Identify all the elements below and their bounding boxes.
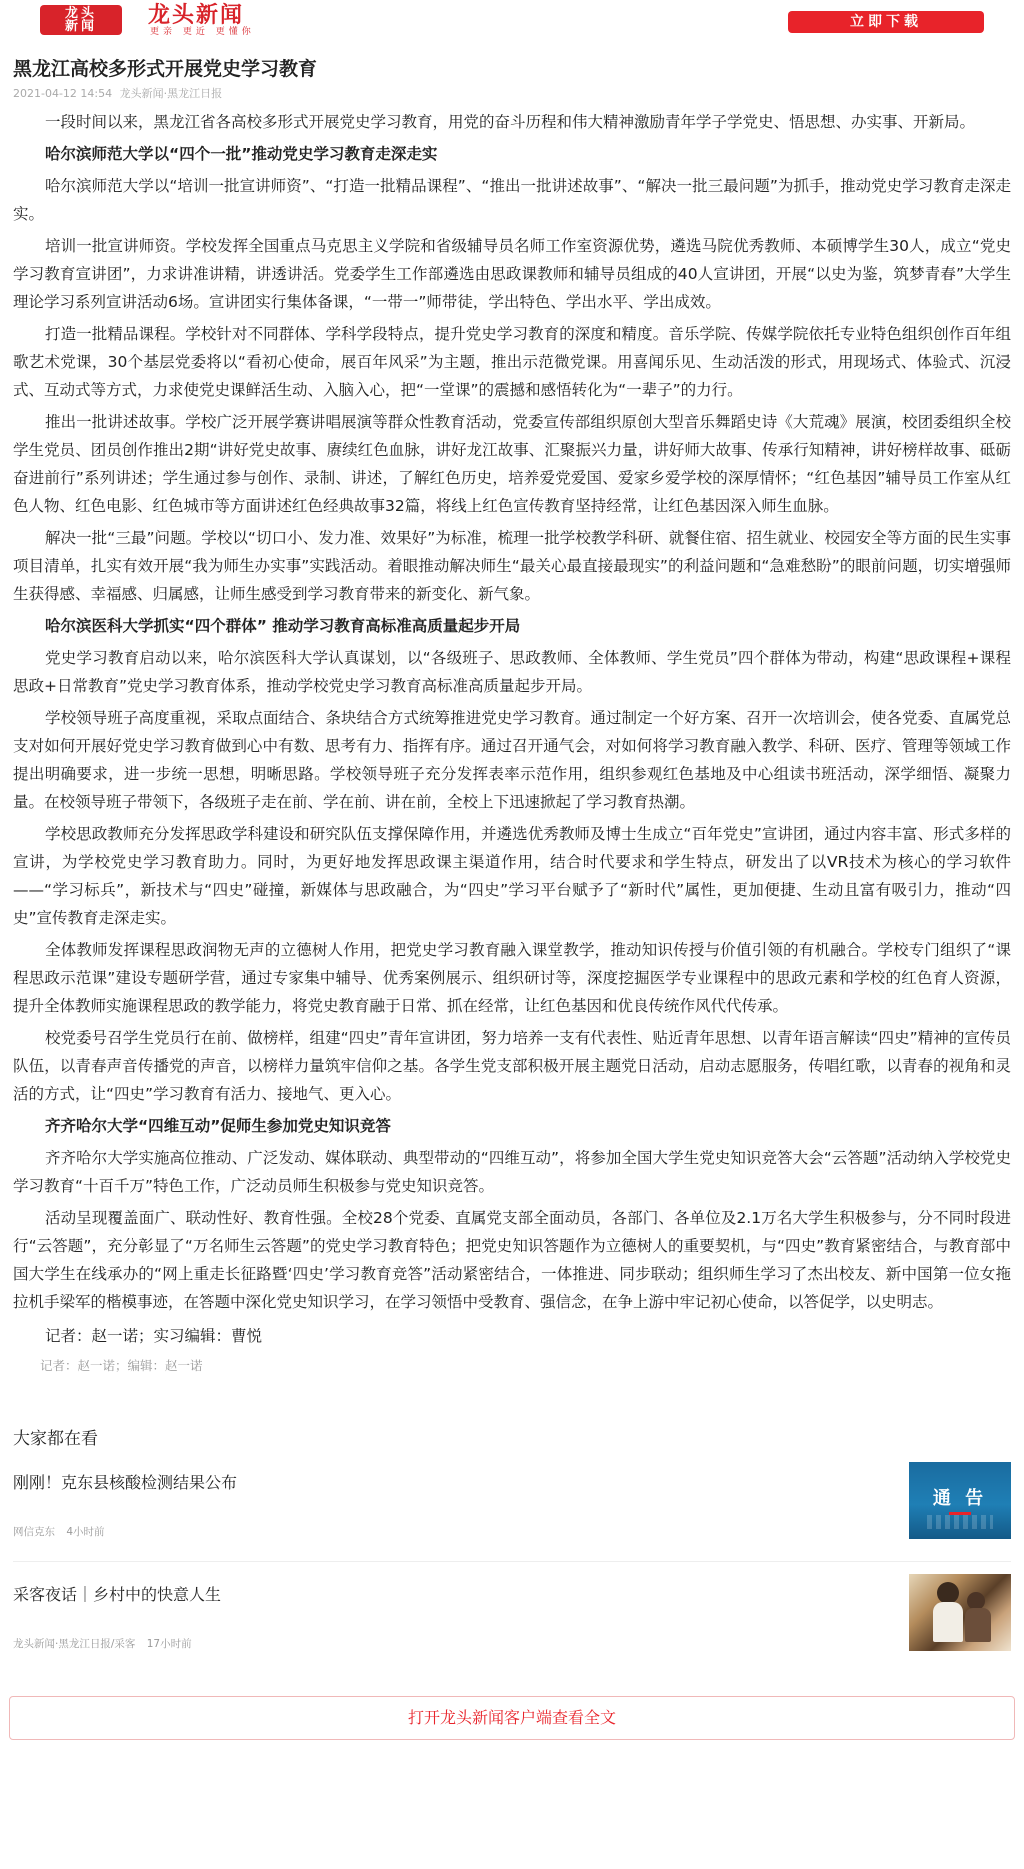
article-date: 2021-04-12 14:54 — [13, 87, 113, 100]
related-card-meta — [13, 1636, 192, 1651]
related-card-title[interactable]: 刚刚！克东县核酸检测结果公布 — [13, 1473, 238, 1492]
photo-figure — [933, 1602, 963, 1642]
article-paragraph: 推出一批讲述故事。学校广泛开展学赛讲唱展演等群众性教育活动，党委宣传部组织原创大型音乐舞蹈史诗《大荒魂》展演，校团委组织全校学生党员、团员创作推出2期“讲好党史故事、赓续红色血脉，讲好龙江故事、汇聚振兴力量，讲好师大故事、传承行知精神，讲好榜样故事、砥砺奋进前行”系列讲述；学生通过参与创作、录制、讲述，了解红色历史，培养爱党爱国、爱家乡爱学校的深厚情怀；“红色基因”辅导员工作室从红色人物、红色电影、红色城市等方面讲述红色经典故事32篇，将线上红色宣传教育坚持经常，让红色基因深入师生血脉。 — [13, 413, 1011, 515]
related-card[interactable] — [13, 1450, 1011, 1561]
article-paragraph: 学校领导班子高度重视，采取点面结合、条块结合方式统筹推进党史学习教育。通过制定一个好方案、召开一次培训会，使各党委、直属党总支对如何开展好党史学习教育做到心中有数、思考有力、指挥有序。通过召开通气会，对如何将学习教育融入教学、科研、医疗、管理等领域工作提出明确要求，进一步统一思想，明晰思路。学校领导班子充分发挥表率示范作用，组织参观红色基地及中心组读书班活动，深学细悟、凝聚力量。在校领导班子带领下，各级班子走在前、学在前、讲在前，全校上下迅速掀起了学习教育热潮。 — [13, 709, 1011, 811]
related-card-source: 龙头新闻·黑龙江日报/采客 — [13, 1638, 136, 1650]
article-editors: 记者：赵一诺；编辑：赵一诺 — [40, 1358, 203, 1373]
brand-name: 龙头新闻 — [148, 2, 245, 28]
notice-thumbnail-label: 通 告 — [932, 1488, 988, 1509]
article-reporter: 记者：赵一诺；实习编辑：曹悦 — [45, 1327, 263, 1345]
section-heading: 哈尔滨师范大学以“四个一批”推动党史学习教育走深走实 — [45, 145, 438, 163]
photo-thumbnail[interactable] — [909, 1574, 1011, 1651]
article-paragraph: 学校思政教师充分发挥思政学科建设和研究队伍支撑保障作用，并遴选优秀教师及博士生成立“百年党史”宣讲团，通过内容丰富、形式多样的宣讲，为学校党史学习教育助力。同时，为更好地发挥思政课主渠道作用，结合时代要求和学生特点，研发出了以VR技术为核心的学习软件——“学习标兵”，新技术与“四史”碰撞，新媒体与思政融合，为“四史”学习平台赋予了“新时代”属性，更加便捷、生动且富有吸引力，推动“四史”宣传教育走深走实。 — [13, 825, 1011, 927]
related-card-meta — [13, 1524, 105, 1539]
article-source: 龙头新闻·黑龙江日报 — [119, 87, 223, 100]
section-heading: 齐齐哈尔大学“四维互动”促师生参加党史知识竞答 — [45, 1117, 391, 1135]
brand — [148, 3, 255, 37]
article-paragraph: 哈尔滨师范大学以“培训一批宣讲师资”、“打造一批精品课程”、“推出一批讲述故事”、“解决一批三最问题”为抓手，推动党史学习教育走深走实。 — [13, 177, 1011, 223]
app-logo[interactable] — [40, 5, 122, 35]
brand-slogan: 更亲 更近 更懂你 — [150, 27, 255, 37]
section-heading: 哈尔滨医科大学抓实“四个群体” 推动学习教育高标准高质量起步开局 — [45, 617, 521, 635]
related-section-title: 大家都在看 — [13, 1429, 98, 1449]
related-card[interactable] — [13, 1561, 1011, 1672]
related-card-title[interactable]: 采客夜话｜乡村中的快意人生 — [13, 1585, 222, 1604]
article-paragraph: 党史学习教育启动以来，哈尔滨医科大学认真谋划，以“各级班子、思政教师、全体教师、学生党员”四个群体为带动，构建“思政课程+课程思政+日常教育”党史学习教育体系，推动学校党史学习教育高标准高质量起步开局。 — [13, 649, 1011, 695]
article-title: 黑龙江高校多形式开展党史学习教育 — [13, 58, 318, 80]
download-button[interactable]: 立即下载 — [788, 11, 984, 33]
article-paragraph: 齐齐哈尔大学实施高位推动、广泛发动、媒体联动、典型带动的“四维互动”，将参加全国大学生党史知识竞答大会“云答题”活动纳入学校党史学习教育“十百千万”特色工作，广泛动员师生积极参与党史知识竞答。 — [13, 1149, 1011, 1195]
logo-line-2: 新闻 — [64, 19, 97, 34]
article-paragraph: 校党委号召学生党员行在前、做榜样，组建“四史”青年宣讲团，努力培养一支有代表性、贴近青年思想、以青年语言解读“四史”精神的宣传员队伍，以青春声音传播党的声音，以榜样力量筑牢信仰之基。各学生党支部积极开展主题党日活动，启动志愿服务，传唱红歌，以青春的视角和灵活的方式，让“四史”学习教育有活力、接地气、更入心。 — [13, 1029, 1011, 1103]
article-paragraph: 培训一批宣讲师资。学校发挥全国重点马克思主义学院和省级辅导员名师工作室资源优势，遴选马院优秀教师、本硕博学生30人，成立“党史学习教育宣讲团”，力求讲准讲精，讲透讲活。党委学生工作部遴选由思政课教师和辅导员组成的40人宣讲团，开展“以史为鉴，筑梦青春”大学生理论学习系列宣讲活动6场。宣讲团实行集体备课，“一带一”师带徒，学出特色、学出水平、学出成效。 — [13, 237, 1011, 311]
top-bar — [0, 0, 1024, 40]
related-card-source: 网信克东 — [13, 1526, 55, 1538]
open-app-button[interactable]: 打开龙头新闻客户端查看全文 — [9, 1696, 1015, 1740]
related-card-time: 17小时前 — [146, 1638, 192, 1650]
photo-figure — [937, 1582, 959, 1604]
article-paragraph: 解决一批“三最”问题。学校以“切口小、发力准、效果好”为标准，梳理一批学校教学科研、就餐住宿、招生就业、校园安全等方面的民生实事项目清单，扎实有效开展“我为师生办实事”实践活动。着眼推动解决师生“最关心最直接最现实”的利益问题和“急难愁盼”的眼前问题，切实增强师生获得感、幸福感、归属感，让师生感受到学习教育带来的新变化、新气象。 — [13, 529, 1011, 603]
article-paragraph: 全体教师发挥课程思政润物无声的立德树人作用，把党史学习教育融入课堂教学，推动知识传授与价值引领的有机融合。学校专门组织了“课程思政示范课”建设专题研学营，通过专家集中辅导、优秀案例展示、组织研讨等，深度挖掘医学专业课程中的思政元素和学校的红色育人资源，提升全体教师实施课程思政的教学能力，将党史教育融于日常、抓在经常，让红色基因和优良传统作风代代传承。 — [13, 941, 1011, 1015]
article-paragraph: 活动呈现覆盖面广、联动性好、教育性强。全校28个党委、直属党支部全面动员，各部门、各单位及2.1万名大学生积极参与，分不同时段进行“云答题”，充分彰显了“万名师生云答题”的党史学习教育特色；把党史知识答题作为立德树人的重要契机，与“四史”教育紧密结合，与教育部中国大学生在线承办的“网上重走长征路暨‘四史’学习教育竞答”活动紧密结合，一体推进、同步联动；组织师生学习了杰出校友、新中国第一位女拖拉机手梁军的楷模事迹，在答题中深化党史知识学习，在学习领悟中受教育、强信念，在争上游中牢记初心使命，以答促学，以史明志。 — [13, 1209, 1011, 1311]
related-section — [0, 1428, 1024, 1672]
article — [0, 56, 1024, 1376]
related-card-time: 4小时前 — [66, 1526, 105, 1538]
article-paragraph: 一段时间以来，黑龙江省各高校多形式开展党史学习教育，用党的奋斗历程和伟大精神激励青年学子学党史、悟思想、办实事、开新局。 — [45, 113, 976, 131]
logo-line-1: 龙头 — [64, 6, 97, 21]
notice-thumbnail[interactable] — [909, 1462, 1011, 1539]
thumbnail-skyline — [927, 1515, 993, 1529]
article-paragraph: 打造一批精品课程。学校针对不同群体、学科学段特点，提升党史学习教育的深度和精度。音乐学院、传媒学院依托专业特色组织创作百年组歌艺术党课，30个基层党委将以“看初心使命，展百年风采”为主题，推出示范微党课。用喜闻乐见、生动活泼的形式，用现场式、体验式、沉浸式、互动式等方式，力求使党史课鲜活生动、入脑入心，把“一堂课”的震撼和感悟转化为“一辈子”的力行。 — [13, 325, 1011, 399]
photo-figure — [965, 1608, 991, 1642]
article-meta — [13, 86, 1011, 102]
article-body — [13, 108, 1011, 1316]
